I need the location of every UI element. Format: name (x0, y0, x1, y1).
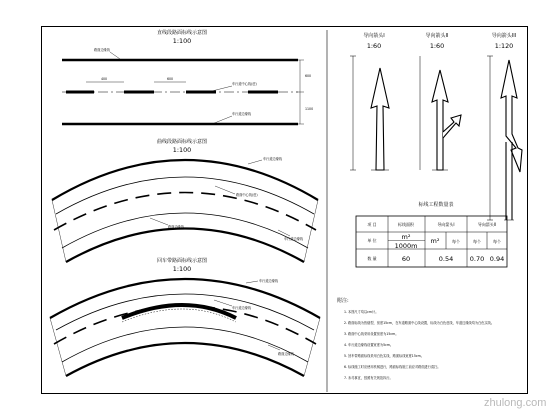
notes-heading: 附注: (337, 298, 349, 304)
curve-centerline (54, 193, 316, 231)
zigzag-arrow-icon (487, 56, 522, 220)
table-title: 标线工程数量表 (418, 202, 454, 208)
turnaround-inner-edge (66, 343, 304, 376)
notes (337, 297, 494, 380)
note-5: 5. 回车带路面标线采用白色实线，路面标线宽度15cm。 (344, 354, 424, 358)
arrow1-scale: 1:60 (366, 42, 382, 50)
turnaround-view (50, 257, 320, 376)
arrow2-scale: 1:60 (429, 42, 445, 50)
watermark: zhulong.com (484, 397, 547, 409)
qty-arrow3: 0.94 (489, 255, 505, 263)
qty-arrow1: 0.54 (438, 255, 454, 263)
arrow1-title: 导向箭头I (363, 33, 385, 39)
note-3: 3. 路面中心线采用设置宽度为15cm。 (344, 332, 399, 336)
unit-area-top: m² (401, 233, 411, 241)
view3-label-lane-edge-2: 车行道边缘线 (232, 306, 252, 310)
view1-label-centerline: 车行道中心线(虚) (232, 82, 257, 86)
qty-area: 60 (401, 255, 411, 263)
th-arrow1: 导向箭头I (437, 222, 455, 227)
guide-arrows (350, 32, 522, 220)
th-area: 标线面积 (398, 222, 414, 227)
view1-label-road-edge: 路面边缘线 (94, 48, 110, 52)
view2-label-road-edge: 路面边缘线 (168, 225, 184, 229)
dim-upper-width: 600 (305, 74, 312, 78)
turnaround-outer-edge (50, 279, 320, 318)
dim-gap: 400 (100, 77, 108, 81)
view2-label-lane-edge-2: 车行道边缘线 (284, 237, 304, 241)
turnaround-centerline (54, 306, 316, 344)
unit-arrow1-a: m² (430, 237, 440, 245)
curve-segment-view (52, 138, 318, 262)
arrow2-title: 导向箭头II (425, 33, 449, 39)
note-4: 4. 车行道边缘线设置宽度为5cm。 (344, 343, 394, 347)
th-arrow2: 导向箭头II (477, 222, 497, 227)
qty-arrow2: 0.70 (469, 255, 485, 263)
view2-label-centerline: 路面中心线(虚) (236, 193, 258, 197)
straight-segment-view (62, 29, 313, 124)
note-6: 6. 标线施工时应使用机械进行，路面标线施工前应对路面进行清扫。 (344, 365, 441, 369)
view3-label-road-edge: 路面边缘线 (278, 352, 294, 356)
view1-label-lane-edge: 车行道边缘线 (232, 112, 252, 116)
dim-lower-width: 1100 (305, 107, 314, 111)
curve-outer-edge (52, 160, 318, 200)
note-1: 1. 本图尺寸均以cm计。 (344, 310, 379, 314)
quantity-table (356, 201, 507, 267)
view2-scale: 1:100 (172, 146, 192, 154)
straight-arrow-icon (350, 56, 389, 170)
curve-inner-edge (66, 229, 304, 263)
unit-arrow2: 每个 (473, 239, 481, 244)
view2-title: 曲线段路面标线示意图 (156, 139, 208, 145)
note-7: 7. 未尽事宜，按照有关规范执行。 (344, 376, 393, 380)
view1-title: 直线段路面标线示意图 (156, 30, 208, 36)
row-qty-label: 数 量 (367, 256, 377, 261)
view3-label-lane-edge: 车行道边缘线 (259, 279, 279, 283)
straight-turn-arrow-icon (420, 56, 461, 170)
dim-dash: 600 (166, 77, 174, 81)
unit-arrow1-b: 每个 (452, 239, 460, 244)
arrow3-scale: 1:120 (494, 42, 514, 50)
th-item: 项 目 (367, 222, 377, 227)
view3-title: 回车带路面标线示意图 (156, 258, 208, 264)
view3-scale: 1:100 (172, 265, 192, 273)
arrow3-title: 导向箭头III (491, 33, 517, 39)
unit-arrow3: 每个 (493, 239, 501, 244)
unit-area-bottom: 1000m (394, 242, 418, 250)
view1-scale: 1:100 (172, 37, 192, 45)
row-unit-label: 单 位 (367, 238, 377, 243)
note-2: 2. 路面标线为热熔型，宽度15cm，在车道路面中心线设置，标线为白色虚线，车道边缘线均为白色实线。 (344, 321, 495, 325)
view2-label-lane-edge: 车行道边缘线 (263, 157, 283, 161)
